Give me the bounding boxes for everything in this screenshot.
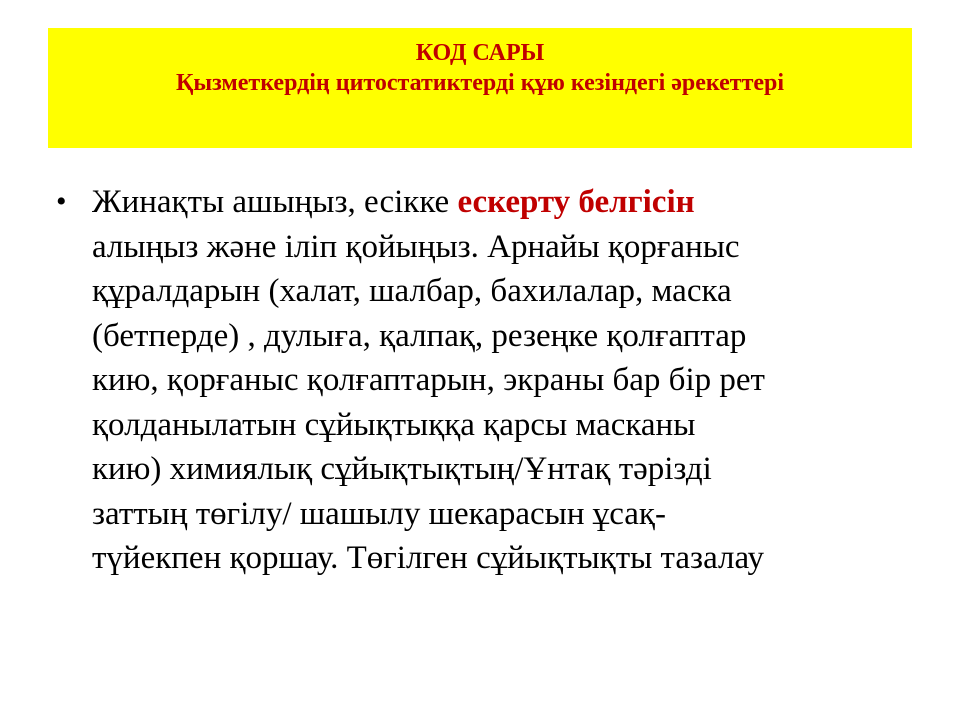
- body-line-9: түйекпен қоршау. Төгілген сұйықтықты тазалау: [92, 540, 764, 576]
- body-line-8: заттың төгілу/ шашылу шекарасын ұсақ-: [92, 495, 666, 532]
- body-line-5: кию, қорғаныс қолғаптарын, экраны бар бір рет: [92, 362, 765, 398]
- title-line-1: КОД САРЫ: [415, 40, 545, 66]
- body-line-4: (бетперде) , дулыға, қалпақ, резеңке қолғаптар: [92, 317, 747, 354]
- list-item: [56, 180, 916, 581]
- body-line-6: қолданылатын сұйықтыққа қарсы масканы: [92, 406, 696, 443]
- body-line-3: құралдарын (халат, шалбар, бахилалар, маска: [92, 273, 732, 309]
- title-line-2: Қызметкердің цитостатиктерді құю кезіндегі әрекеттері: [175, 70, 785, 96]
- body-line-2: алыңыз және іліп қойыңыз. Арнайы қорғаныс: [92, 228, 740, 265]
- body-list: [56, 180, 916, 581]
- warning-sign-highlight: ескерту белгісін: [457, 184, 695, 220]
- title-banner: [48, 28, 912, 148]
- body-line-1: [92, 180, 916, 225]
- body-line-7: кию) химиялық сұйықтықтың/Ұнтақ тәрізді: [92, 451, 712, 487]
- bullet-icon: •: [56, 185, 67, 218]
- body-line-1-text: Жинақты ашыңыз, есікке: [92, 184, 458, 220]
